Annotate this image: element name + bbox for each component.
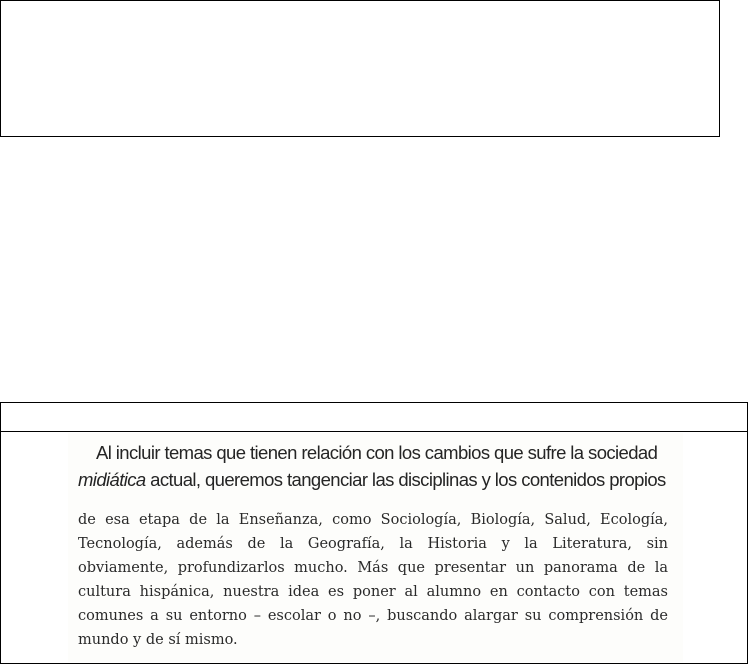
paragraph-line: de esa etapa de la Enseñanza, como Sociología, Biología, Salud, Ecología, — [78, 512, 668, 528]
paragraph-line: mundo y de sí mismo. — [78, 632, 238, 648]
excerpt-line-1: Al incluir temas que tienen relación con los cambios que sufre la sociedad — [96, 442, 658, 463]
paragraph-line: comunes a su entorno – escolar o no –, buscando alargar su comprensión de — [78, 608, 668, 624]
frame-divider — [1, 431, 747, 432]
scanned-text-excerpt — [68, 433, 683, 662]
excerpt-line-2 — [78, 469, 666, 491]
quote-frame — [0, 402, 748, 664]
excerpt-paragraph — [78, 508, 668, 652]
excerpt-line-2-rest: actual, queremos tangenciar las disciplinas y los contenidos propios — [145, 469, 666, 490]
paragraph-line: Tecnología, además de la Geografía, la Historia y la Literatura, sin — [78, 536, 668, 552]
italic-word: midiática — [78, 469, 146, 490]
empty-frame-top — [0, 0, 720, 137]
paragraph-line: obviamente, profundizarlos mucho. Más que presentar un panorama de la — [78, 560, 668, 576]
paragraph-line: cultura hispánica, nuestra idea es poner al alumno en contacto con temas — [78, 584, 668, 600]
